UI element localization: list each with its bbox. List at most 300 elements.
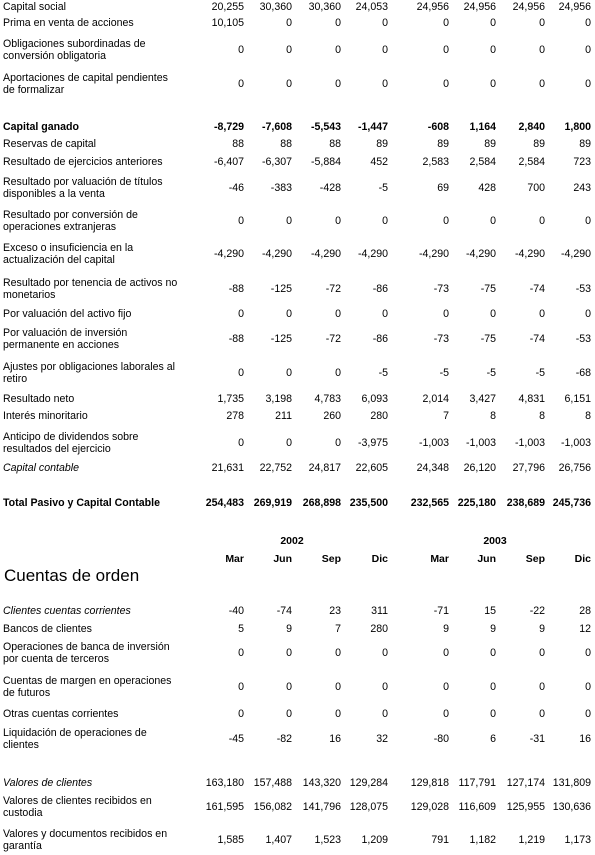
table-cell: -4,290 [465, 248, 496, 260]
row-label-line: Valores de clientes recibidos en [3, 795, 152, 807]
row-label-line: operaciones extranjeras [3, 221, 117, 233]
table-cell: 7 [443, 410, 449, 422]
table-cell: 0 [286, 215, 292, 227]
table-cell: 0 [539, 17, 545, 29]
table-cell: -4,290 [560, 248, 591, 260]
table-cell: 24,053 [355, 1, 388, 13]
table-cell: 0 [286, 44, 292, 56]
row-label-line: Resultado por conversión de [3, 209, 138, 221]
table-cell: 0 [335, 437, 341, 449]
row-label-line: disponibles a la venta [3, 188, 105, 200]
table-cell: 0 [585, 681, 591, 693]
table-cell: 1,523 [314, 834, 341, 846]
table-cell: 24,817 [308, 462, 341, 474]
table-cell: 141,796 [302, 801, 341, 813]
row-label [3, 277, 193, 301]
table-cell: 0 [286, 647, 292, 659]
table-cell: 0 [335, 708, 341, 720]
table-cell: 0 [585, 708, 591, 720]
row-label-line: Prima en venta de acciones [3, 17, 134, 29]
table-cell: -8,729 [213, 121, 244, 133]
row-label-line: monetarios [3, 289, 56, 301]
table-cell: 0 [382, 681, 388, 693]
table-cell: 0 [382, 17, 388, 29]
table-cell: 1,585 [217, 834, 244, 846]
table-cell: 1,164 [469, 121, 496, 133]
row-label-line: Resultado neto [3, 393, 75, 405]
table-cell: 0 [585, 647, 591, 659]
table-cell: -80 [433, 733, 449, 745]
table-cell: -53 [575, 333, 591, 345]
table-cell: 9 [286, 623, 292, 635]
row-label-line: Ajustes por obligaciones laborales al [3, 361, 175, 373]
table-cell: -7,608 [261, 121, 292, 133]
table-cell: 211 [275, 410, 292, 422]
table-cell: -5 [378, 367, 388, 379]
section-title-cuentas-de-orden: Cuentas de orden [4, 566, 140, 585]
row-label [3, 121, 193, 133]
table-cell: 9 [443, 623, 449, 635]
table-cell: 28 [579, 605, 591, 617]
row-label-line: Anticipo de dividendos sobre [3, 431, 139, 443]
table-cell: 245,736 [552, 497, 591, 509]
table-cell: -86 [372, 283, 388, 295]
table-cell: 9 [490, 623, 496, 635]
table-cell: 254,483 [205, 497, 244, 509]
table-cell: 0 [585, 44, 591, 56]
table-cell: -5 [535, 367, 545, 379]
table-cell: -4,290 [357, 248, 388, 260]
table-cell: 0 [335, 215, 341, 227]
row-label-line: Resultado por tenencia de activos no [3, 277, 178, 289]
table-cell: 89 [376, 138, 388, 150]
row-label-line: Resultado de ejercicios anteriores [3, 156, 163, 168]
table-cell: 8 [490, 410, 496, 422]
row-label-line: Cuentas de margen en operaciones [3, 675, 172, 687]
table-cell: 0 [539, 308, 545, 320]
table-cell: -4,290 [418, 248, 449, 260]
table-cell: -1,003 [465, 437, 496, 449]
table-cell: -22 [529, 605, 545, 617]
row-label [3, 462, 193, 474]
table-cell: 0 [238, 44, 244, 56]
table-cell: -3,975 [357, 437, 388, 449]
table-cell: -72 [325, 283, 341, 295]
table-cell: 0 [443, 215, 449, 227]
table-cell: 0 [335, 681, 341, 693]
table-cell: 88 [232, 138, 244, 150]
table-cell: 0 [335, 17, 341, 29]
table-cell: 0 [490, 44, 496, 56]
table-cell: -40 [228, 605, 244, 617]
table-cell: 8 [539, 410, 545, 422]
table-cell: 89 [437, 138, 449, 150]
row-label-line: Operaciones de banca de inversión [3, 641, 170, 653]
row-label [3, 209, 193, 233]
row-label-line: actualización del capital [3, 254, 115, 266]
table-cell: 0 [443, 17, 449, 29]
table-cell: -5 [378, 182, 388, 194]
table-cell: 311 [371, 605, 388, 617]
table-cell: 0 [443, 44, 449, 56]
table-cell: 30,360 [308, 1, 341, 13]
table-cell: 1,209 [361, 834, 388, 846]
row-label-line: Valores y documentos recibidos en [3, 828, 168, 840]
table-cell: 89 [533, 138, 545, 150]
table-cell: 0 [238, 647, 244, 659]
year-header-2002: 2002 [280, 535, 304, 547]
table-cell: -74 [529, 283, 545, 295]
row-label [3, 777, 193, 789]
table-cell: 15 [484, 605, 496, 617]
table-cell: -46 [228, 182, 244, 194]
row-label [3, 1, 193, 13]
table-cell: 16 [579, 733, 591, 745]
table-cell: -74 [529, 333, 545, 345]
table-cell: 8 [585, 410, 591, 422]
table-cell: -4,290 [213, 248, 244, 260]
table-cell: -1,003 [514, 437, 545, 449]
table-cell: 0 [335, 308, 341, 320]
quarter-header: Dic [574, 553, 591, 565]
table-cell: 428 [478, 182, 496, 194]
row-label [3, 828, 193, 852]
table-cell: 23 [329, 605, 341, 617]
quarter-header: Jun [477, 553, 496, 565]
row-label-line: Aportaciones de capital pendientes [3, 72, 168, 84]
table-cell: -1,003 [418, 437, 449, 449]
table-cell: 24,348 [416, 462, 449, 474]
table-cell: 163,180 [205, 777, 244, 789]
table-cell: 1,182 [469, 834, 496, 846]
table-cell: -68 [575, 367, 591, 379]
table-cell: -6,307 [261, 156, 292, 168]
table-cell: 1,735 [217, 393, 244, 405]
table-cell: -125 [270, 333, 292, 345]
table-cell: 22,752 [259, 462, 292, 474]
table-cell: -73 [433, 283, 449, 295]
table-cell: 3,198 [265, 393, 292, 405]
row-label-line: Capital contable [3, 462, 79, 474]
row-label-line: de futuros [3, 687, 51, 699]
table-cell: -428 [319, 182, 341, 194]
table-cell: -5,543 [310, 121, 341, 133]
row-label [3, 38, 193, 62]
table-cell: 0 [585, 308, 591, 320]
table-cell: 0 [286, 708, 292, 720]
table-cell: 2,583 [422, 156, 449, 168]
table-cell: -53 [575, 283, 591, 295]
table-cell: 0 [335, 78, 341, 90]
table-cell: 0 [490, 647, 496, 659]
table-cell: 0 [382, 78, 388, 90]
table-cell: 129,284 [349, 777, 388, 789]
table-cell: -608 [427, 121, 449, 133]
table-cell: 130,636 [552, 801, 591, 813]
table-cell: 131,809 [552, 777, 591, 789]
table-cell: 127,174 [506, 777, 545, 789]
table-cell: -1,447 [357, 121, 388, 133]
table-cell: 20,255 [211, 1, 244, 13]
row-label-line: de formalizar [3, 84, 65, 96]
table-cell: 0 [382, 708, 388, 720]
row-label [3, 623, 193, 635]
table-cell: 700 [527, 182, 545, 194]
table-cell: 0 [382, 308, 388, 320]
table-cell: 24,956 [512, 1, 545, 13]
row-label [3, 410, 193, 422]
table-cell: 0 [382, 647, 388, 659]
row-label [3, 675, 193, 699]
table-cell: -4,290 [310, 248, 341, 260]
table-cell: 0 [443, 647, 449, 659]
row-label [3, 156, 193, 168]
table-cell: 32 [376, 733, 388, 745]
table-cell: 0 [443, 308, 449, 320]
row-label [3, 727, 193, 751]
table-cell: -1,003 [560, 437, 591, 449]
row-label [3, 393, 193, 405]
table-cell: 0 [335, 367, 341, 379]
table-cell: 0 [238, 78, 244, 90]
row-label-line: Capital social [3, 1, 67, 13]
table-cell: 30,360 [259, 1, 292, 13]
row-label [3, 431, 193, 455]
row-label [3, 17, 193, 29]
row-label-line: Otras cuentas corrientes [3, 708, 119, 720]
table-cell: -383 [270, 182, 292, 194]
row-label-line: permanente en acciones [3, 339, 120, 351]
table-cell: 12 [579, 623, 591, 635]
row-label-line: Bancos de clientes [3, 623, 92, 635]
table-cell: 0 [539, 708, 545, 720]
table-cell: -6,407 [213, 156, 244, 168]
table-cell: 0 [539, 215, 545, 227]
table-cell: -88 [228, 333, 244, 345]
row-label [3, 605, 193, 617]
table-cell: 0 [443, 708, 449, 720]
table-cell: 0 [238, 215, 244, 227]
table-cell: 225,180 [457, 497, 496, 509]
row-label [3, 176, 193, 200]
table-cell: 21,631 [211, 462, 244, 474]
table-cell: 0 [490, 681, 496, 693]
row-label [3, 138, 193, 150]
table-cell: 10,105 [211, 17, 244, 29]
table-cell: 6 [490, 733, 496, 745]
table-cell: 69 [437, 182, 449, 194]
table-cell: -73 [433, 333, 449, 345]
table-cell: 27,796 [512, 462, 545, 474]
table-cell: 24,956 [463, 1, 496, 13]
table-cell: 1,800 [564, 121, 591, 133]
table-cell: 9 [539, 623, 545, 635]
table-cell: 2,584 [469, 156, 496, 168]
table-cell: -86 [372, 333, 388, 345]
table-cell: 235,500 [349, 497, 388, 509]
table-cell: 260 [323, 410, 341, 422]
row-label-line: Clientes cuentas corrientes [3, 605, 131, 617]
row-label-line: Capital ganado [3, 121, 79, 133]
row-label-line: Por valuación del activo fijo [3, 308, 132, 320]
table-cell: 7 [335, 623, 341, 635]
table-cell: 0 [490, 708, 496, 720]
table-cell: 157,488 [253, 777, 292, 789]
table-cell: 1,173 [564, 834, 591, 846]
table-cell: 143,320 [302, 777, 341, 789]
table-cell: 791 [431, 834, 449, 846]
table-cell: 26,756 [558, 462, 591, 474]
row-label [3, 708, 193, 720]
row-label-line: retiro [3, 373, 28, 385]
table-cell: 1,407 [265, 834, 292, 846]
table-cell: 6,151 [564, 393, 591, 405]
table-cell: 2,014 [422, 393, 449, 405]
table-cell: 723 [573, 156, 591, 168]
table-cell: 0 [490, 308, 496, 320]
table-cell: 0 [286, 308, 292, 320]
row-label [3, 361, 193, 385]
row-label [3, 327, 193, 351]
quarter-header: Jun [273, 553, 292, 565]
table-cell: -4,290 [261, 248, 292, 260]
table-cell: 89 [484, 138, 496, 150]
row-label-line: Valores de clientes [3, 777, 93, 789]
table-cell: 0 [286, 17, 292, 29]
table-cell: -45 [228, 733, 244, 745]
table-cell: 161,595 [205, 801, 244, 813]
table-cell: 4,783 [314, 393, 341, 405]
table-cell: -75 [480, 333, 496, 345]
row-label [3, 795, 193, 819]
table-cell: 232,565 [410, 497, 449, 509]
table-cell: 0 [443, 681, 449, 693]
row-label-line: Por valuación de inversión [3, 327, 128, 339]
table-cell: 0 [382, 215, 388, 227]
table-cell: 5 [238, 623, 244, 635]
table-cell: -5 [439, 367, 449, 379]
table-cell: 0 [490, 78, 496, 90]
row-label [3, 308, 193, 320]
row-label-line: garantía [3, 840, 42, 852]
table-cell: -125 [270, 283, 292, 295]
table-cell: -74 [276, 605, 292, 617]
row-label [3, 72, 193, 96]
table-cell: 0 [286, 681, 292, 693]
table-cell: 280 [370, 410, 388, 422]
quarter-header: Mar [430, 553, 449, 565]
table-cell: 117,791 [458, 777, 496, 789]
table-cell: -72 [325, 333, 341, 345]
table-cell: 0 [238, 308, 244, 320]
table-cell: 0 [238, 437, 244, 449]
table-cell: -82 [276, 733, 292, 745]
table-cell: 4,831 [518, 393, 545, 405]
quarter-header: Sep [321, 553, 341, 565]
table-cell: 0 [539, 78, 545, 90]
row-label-line: conversión obligatoria [3, 50, 107, 62]
table-cell: 26,120 [463, 462, 496, 474]
table-cell: 0 [539, 44, 545, 56]
table-cell: 128,075 [349, 801, 388, 813]
row-label [3, 497, 193, 509]
table-cell: 0 [286, 78, 292, 90]
table-cell: 89 [579, 138, 591, 150]
table-cell: 22,605 [355, 462, 388, 474]
table-cell: -31 [529, 733, 545, 745]
table-cell: -5,884 [310, 156, 341, 168]
table-cell: 0 [490, 215, 496, 227]
table-cell: 156,082 [253, 801, 292, 813]
table-cell: 125,955 [506, 801, 545, 813]
table-cell: 3,427 [469, 393, 496, 405]
table-cell: 1,219 [518, 834, 545, 846]
table-cell: 2,840 [518, 121, 545, 133]
row-label-line: Resultado por valuación de títulos [3, 176, 163, 188]
table-cell: -71 [433, 605, 449, 617]
table-cell: 0 [490, 17, 496, 29]
table-cell: 280 [370, 623, 388, 635]
row-label-line: Exceso o insuficiencia en la [3, 242, 134, 254]
table-cell: 0 [335, 647, 341, 659]
row-label-line: Reservas de capital [3, 138, 97, 150]
table-cell: 0 [443, 78, 449, 90]
row-label [3, 641, 193, 665]
table-cell: 278 [226, 410, 244, 422]
table-cell: -88 [228, 283, 244, 295]
table-cell: 129,818 [410, 777, 449, 789]
row-label [3, 242, 193, 266]
table-cell: 268,898 [302, 497, 341, 509]
table-cell: 0 [585, 78, 591, 90]
table-cell: 0 [585, 17, 591, 29]
row-label-line: Liquidación de operaciones de [3, 727, 147, 739]
table-cell: 6,093 [361, 393, 388, 405]
table-cell: -4,290 [514, 248, 545, 260]
row-label-line: Total Pasivo y Capital Contable [3, 497, 160, 509]
table-cell: 0 [382, 44, 388, 56]
table-cell: 0 [238, 681, 244, 693]
quarter-header: Dic [371, 553, 388, 565]
table-cell: 238,689 [506, 497, 545, 509]
table-cell: 24,956 [416, 1, 449, 13]
table-cell: 269,919 [253, 497, 292, 509]
table-cell: 0 [238, 708, 244, 720]
table-cell: 0 [335, 44, 341, 56]
table-cell: 243 [573, 182, 591, 194]
table-cell: 0 [539, 647, 545, 659]
row-label-line: clientes [3, 739, 39, 751]
table-cell: 116,609 [458, 801, 496, 813]
table-cell: 2,584 [518, 156, 545, 168]
table-cell: 0 [539, 681, 545, 693]
row-label-line: custodia [3, 807, 43, 819]
table-cell: 88 [280, 138, 292, 150]
table-cell: 129,028 [410, 801, 449, 813]
table-cell: 88 [329, 138, 341, 150]
table-cell: 24,956 [558, 1, 591, 13]
table-cell: -5 [486, 367, 496, 379]
row-label-line: resultados del ejercicio [3, 443, 111, 455]
table-cell: -75 [480, 283, 496, 295]
table-cell: 0 [238, 367, 244, 379]
table-cell: 0 [585, 215, 591, 227]
row-label-line: Obligaciones subordinadas de [3, 38, 146, 50]
year-header-2003: 2003 [483, 535, 507, 547]
table-cell: 452 [370, 156, 388, 168]
row-label-line: Interés minoritario [3, 410, 88, 422]
table-cell: 0 [286, 367, 292, 379]
